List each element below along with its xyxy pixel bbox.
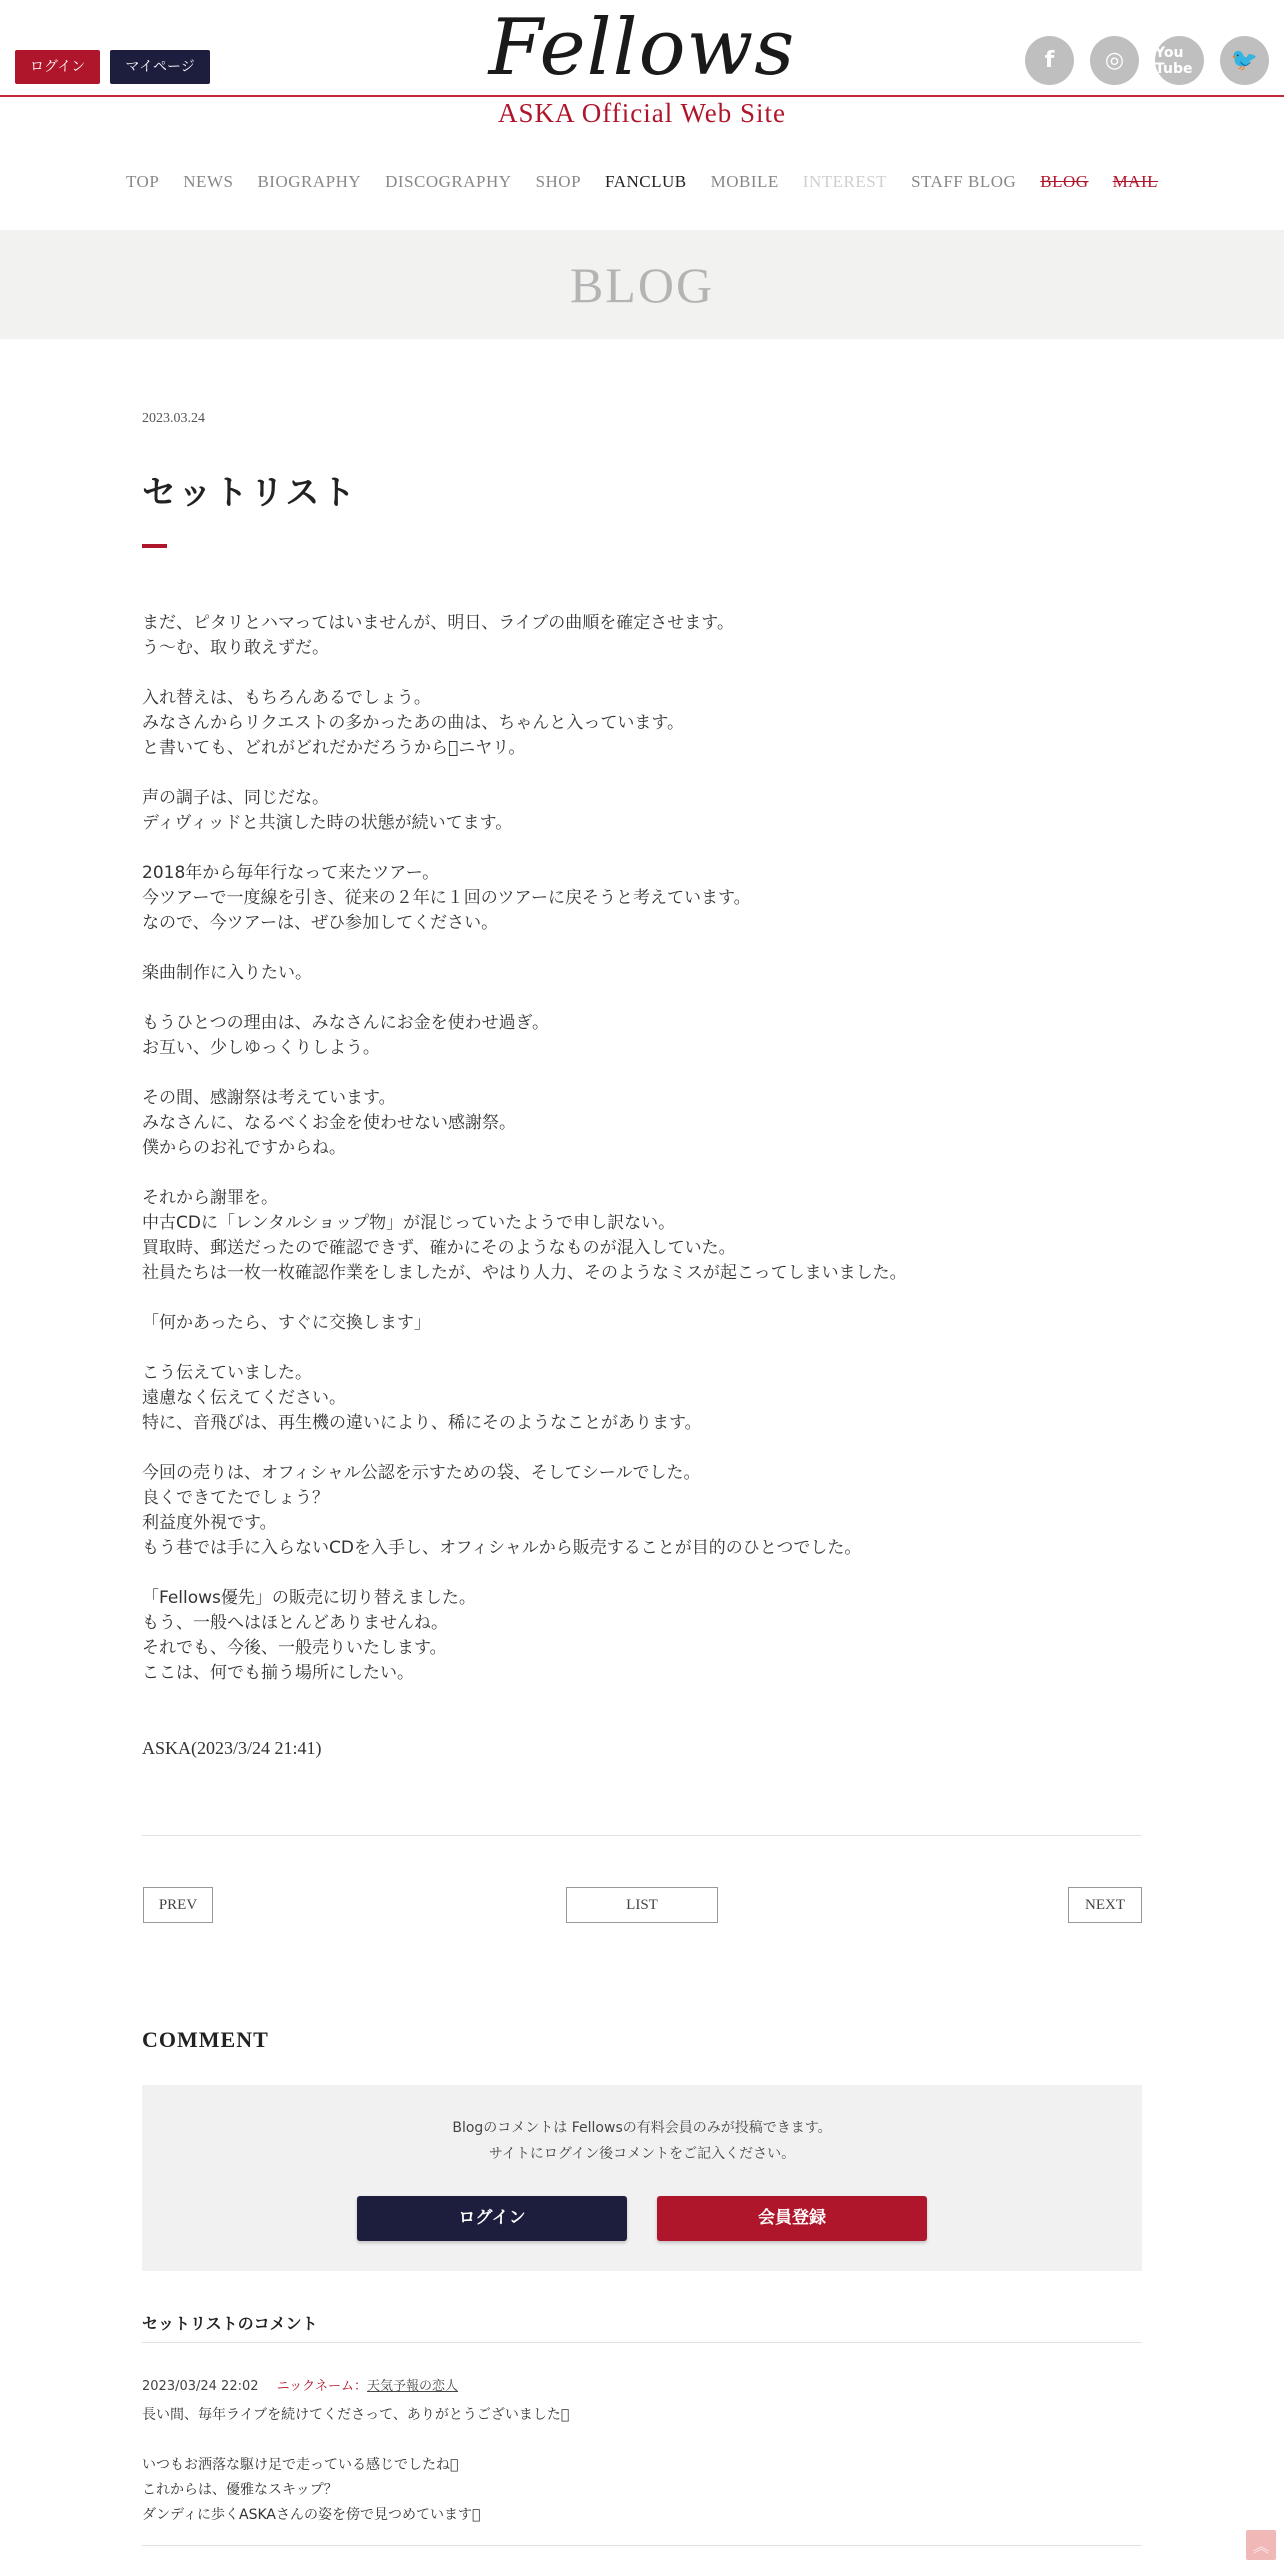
post-line: 2018年から毎年行なって来たツアー。 — [142, 863, 440, 883]
post-paragraph — [142, 861, 907, 936]
post-line: まだ、ピタリとハマってはいませんが、明日、ライブの曲順を確定させます。 — [142, 613, 734, 633]
nav-item-discography[interactable]: DISCOGRAPHY — [385, 172, 512, 191]
post-line: ここは、何でも揃う場所にしたい。 — [142, 1663, 414, 1683]
post-line: 中古CDに「レンタルショップ物」が混じっていたようで申し訳ない。 — [142, 1213, 676, 1233]
post-line: こう伝えていました。 — [142, 1363, 312, 1383]
page-banner — [0, 230, 1284, 339]
post-line: 利益度外視です。 — [142, 1513, 277, 1533]
post-paragraph — [142, 1086, 907, 1161]
nav-item-mail[interactable]: MAIL — [1112, 172, 1159, 191]
post-paragraph — [142, 1361, 907, 1436]
divider — [142, 1835, 1142, 1836]
nav-item-fanclub[interactable]: FANCLUB — [605, 172, 687, 191]
post-line: ディヴィッドと共演した時の状態が続いてます。 — [142, 813, 513, 833]
post-line: それでも、今後、一般売りいたします。 — [142, 1638, 447, 1658]
post-paragraph — [142, 1461, 907, 1561]
comment-note — [142, 2115, 1142, 2167]
title-accent-bar — [142, 544, 167, 548]
comment-meta — [142, 2375, 458, 2394]
post-paragraph — [142, 686, 907, 761]
post-line: 良くできてたでしょう？ — [142, 1488, 329, 1508]
logo-subtitle: ASKA Official Web Site — [497, 98, 787, 128]
post-line: みなさんに、なるべくお金を使わせない感謝祭。 — [142, 1113, 516, 1133]
post-title: セットリスト — [142, 473, 358, 513]
comment-line: これからは、優雅なスキップ？ — [142, 2482, 338, 2498]
post-line: 今回の売りは、オフィシャル公認を示すための袋、そしてシールでした。 — [142, 1463, 701, 1483]
comment-body — [142, 2403, 569, 2553]
facebook-icon[interactable]: f — [1025, 36, 1074, 85]
nav-item-mobile[interactable]: MOBILE — [710, 172, 779, 191]
scroll-to-top-icon[interactable]: ︽ — [1246, 2530, 1276, 2560]
post-signature: ASKA(2023/3/24 21:41) — [142, 1738, 322, 1758]
page-title: BLOG — [569, 256, 715, 313]
nav-item-blog[interactable]: BLOG — [1040, 172, 1089, 191]
post-line: 僕からのお礼ですからね。 — [142, 1138, 346, 1158]
post-line: みなさんからリクエストの多かったあの曲は、ちゃんと入っています。 — [142, 713, 684, 733]
post-line: 今ツアーで一度線を引き、従来の２年に１回のツアーに戻そうと考えています。 — [142, 888, 751, 908]
nickname-label: ニックネーム： — [276, 2379, 368, 2394]
post-line: それから謝罪を。 — [142, 1188, 278, 1208]
nav-item-staff-blog[interactable]: STAFF BLOG — [911, 172, 1017, 191]
header-rule — [0, 95, 1284, 97]
post-line: お互い、少しゆっくりしよう。 — [142, 1038, 380, 1058]
post-paragraph — [142, 1586, 907, 1686]
post-paragraph — [142, 1186, 907, 1286]
comment-login-button[interactable]: ログイン — [357, 2196, 627, 2241]
comment-paragraph — [142, 2403, 569, 2428]
nav-item-interest[interactable]: INTEREST — [802, 172, 888, 191]
comments-list-title: セットリストのコメント — [142, 2314, 318, 2333]
post-paragraph — [142, 1311, 907, 1336]
comment-datetime: 2023/03/24 22:02 — [142, 2379, 259, 2394]
nav-item-news[interactable]: NEWS — [183, 172, 234, 191]
youtube-icon[interactable]: You Tube — [1155, 36, 1204, 85]
twitter-icon[interactable]: 🐦 — [1220, 36, 1269, 85]
post-line: その間、感謝祭は考えています。 — [142, 1088, 396, 1108]
site-header — [0, 0, 1284, 150]
header-login-button[interactable]: ログイン — [15, 50, 100, 84]
post-line: 楽曲制作に入りたい。 — [142, 963, 312, 983]
post-line: 特に、音飛びは、再生機の違いにより、稀にそのようなことがあります。 — [142, 1413, 702, 1433]
social-links — [1025, 36, 1269, 85]
post-date: 2023.03.24 — [142, 411, 205, 426]
comment-note-line: Blogのコメントは Fellowsの有料会員のみが投稿できます。 — [452, 2120, 832, 2136]
post-line: 入れ替えは、もちろんあるでしょう。 — [142, 688, 431, 708]
post-line: もう、一般へはほとんどありませんね。 — [142, 1613, 448, 1633]
logo-wordmark: Fellows — [488, 3, 796, 93]
post-line: もう巷では手に入らないCDを入手し、オフィシャルから販売することが目的のひとつでした。 — [142, 1538, 862, 1558]
post-line: と書いても、どれがどれだかだろうから󾀁ニヤリ。 — [142, 738, 526, 758]
next-button[interactable]: NEXT — [1068, 1887, 1142, 1923]
nav-item-shop[interactable]: SHOP — [535, 172, 582, 191]
post-line: なので、今ツアーは、ぜひ参加してください。 — [142, 913, 499, 933]
register-button[interactable]: 会員登録 — [657, 2196, 927, 2241]
post-paragraph — [142, 1011, 907, 1061]
post-line: もうひとつの理由は、みなさんにお金を使わせ過ぎ。 — [142, 1013, 549, 1033]
list-button[interactable]: LIST — [566, 1887, 718, 1923]
comment-paragraph — [142, 2453, 569, 2528]
post-line: 買取時、郵送だったので確認できず、確かにそのようなものが混入していた。 — [142, 1238, 736, 1258]
post-paragraph — [142, 961, 907, 986]
header-mypage-button[interactable]: マイページ — [110, 50, 209, 84]
divider — [142, 2342, 1142, 2343]
comment-line: ダンディに歩くASKAさんの姿を傍で見つめています󾀁 — [142, 2507, 481, 2523]
post-line: 「Fellows優先」の販売に切り替えました。 — [142, 1588, 476, 1608]
post-line: う〜む、取り敢えずだ。 — [142, 638, 329, 658]
nav-item-top[interactable]: TOP — [125, 172, 160, 191]
comment-line: 長い間、毎年ライブを続けてくださって、ありがとうございました󾀁 — [142, 2407, 570, 2423]
nickname-link[interactable]: 天気予報の恋人 — [367, 2379, 459, 2394]
divider — [142, 2545, 1142, 2546]
comment-note-line: サイトにログイン後コメントをご記入ください。 — [488, 2146, 796, 2162]
post-paragraph — [142, 611, 907, 661]
post-line: 「何かあったら、すぐに交換します」 — [142, 1313, 431, 1333]
nav-item-biography[interactable]: BIOGRAPHY — [257, 172, 362, 191]
main-nav — [0, 172, 1284, 192]
comment-heading: COMMENT — [142, 2027, 269, 2052]
post-line: 声の調子は、同じだな。 — [142, 788, 329, 808]
comment-login-box — [142, 2085, 1142, 2271]
comment-line: いつもお洒落な駆け足で走っている感じでしたね󾀁 — [142, 2457, 459, 2473]
instagram-icon[interactable]: ◎ — [1090, 36, 1139, 85]
post-paragraph — [142, 786, 907, 836]
post-line: 遠慮なく伝えてください。 — [142, 1388, 346, 1408]
post-body — [142, 611, 907, 1711]
prev-button[interactable]: PREV — [143, 1887, 213, 1923]
post-line: 社員たちは一枚一枚確認作業をしましたが、やはり人力、そのようなミスが起こってしまいました。 — [142, 1263, 907, 1283]
